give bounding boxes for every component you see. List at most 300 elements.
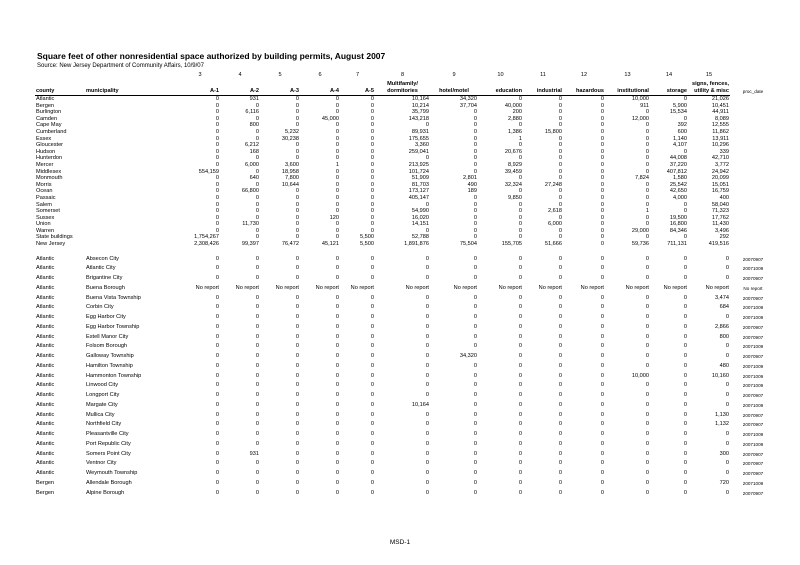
county-value: 259,041 — [408, 148, 429, 155]
county-value: 0 — [370, 109, 374, 116]
header-row — [35, 88, 776, 96]
municipality-value: 0 — [473, 392, 477, 399]
municipality-value: 0 — [558, 333, 562, 340]
empty-cell — [730, 202, 776, 209]
municipality-value: 0 — [645, 450, 649, 457]
empty-cell — [730, 162, 776, 169]
county-value: 0 — [645, 194, 649, 201]
county-value: 0 — [255, 201, 259, 208]
county-name: Salem — [36, 201, 52, 208]
county-value: 0 — [558, 227, 562, 234]
municipality-value: 0 — [518, 255, 522, 262]
municipality-value: 0 — [295, 265, 299, 272]
municipality-row — [35, 313, 776, 323]
municipality-value: 0 — [558, 343, 562, 350]
county-row — [35, 155, 776, 162]
municipality-name: Atlantic City — [86, 265, 116, 272]
county-name: Atlantic — [36, 401, 55, 408]
municipality-value: 0 — [335, 362, 339, 369]
municipality-value: 0 — [518, 479, 522, 486]
municipality-value: 0 — [600, 304, 604, 311]
empty-cell — [730, 175, 776, 182]
county-value: 0 — [295, 221, 299, 228]
empty-cell — [85, 122, 180, 129]
county-value: 931 — [249, 96, 259, 102]
municipality-name: Folsom Borough — [86, 343, 128, 350]
municipality-name: Galloway Township — [86, 353, 134, 360]
county-value: 0 — [370, 201, 374, 208]
municipality-name: Margate City — [86, 401, 118, 408]
county-value: 20,099 — [711, 175, 729, 182]
municipality-name: Somers Point City — [86, 450, 131, 457]
county-name: Atlantic — [36, 304, 55, 311]
county-value: 0 — [370, 214, 374, 221]
county-value: 6,116 — [245, 109, 259, 116]
municipality-value: 0 — [370, 440, 374, 447]
municipality-row — [35, 323, 776, 333]
county-value: 1,891,876 — [404, 241, 429, 248]
municipality-value: 0 — [370, 294, 374, 301]
county-name: Bergen — [36, 489, 55, 496]
county-value: 0 — [255, 181, 259, 188]
county-value: 2,801 — [463, 175, 477, 182]
county-value: 37,220 — [669, 161, 687, 168]
municipality-value: 0 — [425, 323, 429, 330]
municipality-value: 0 — [683, 489, 687, 496]
county-row — [35, 228, 776, 235]
county-value: 0 — [215, 181, 219, 188]
municipality-value: 0 — [558, 460, 562, 467]
municipality-value: 0 — [558, 304, 562, 311]
municipality-value: 0 — [295, 421, 299, 428]
county-value: 292 — [719, 234, 729, 241]
municipality-value: 0 — [425, 421, 429, 428]
county-value: 0 — [295, 227, 299, 234]
municipality-row — [35, 469, 776, 479]
municipality-value: 0 — [645, 460, 649, 467]
county-value: 71,323 — [711, 208, 729, 215]
municipality-value: 0 — [725, 343, 729, 350]
municipality-value: 0 — [518, 362, 522, 369]
empty-cell — [85, 215, 180, 222]
county-name: Atlantic — [36, 255, 55, 262]
municipality-value: 0 — [518, 343, 522, 350]
county-value: 0 — [215, 122, 219, 129]
municipality-value: 0 — [425, 265, 429, 272]
municipality-value: 0 — [518, 431, 522, 438]
county-name: Atlantic — [36, 343, 55, 350]
municipality-value: 0 — [295, 392, 299, 399]
county-value: 39,459 — [504, 168, 522, 175]
column-header: utility & misc — [688, 88, 730, 96]
county-value: 0 — [558, 109, 562, 116]
county-row — [35, 103, 776, 110]
county-value: 0 — [215, 102, 219, 109]
county-value: 0 — [645, 201, 649, 208]
municipality-value: 0 — [335, 382, 339, 389]
county-value: 0 — [370, 155, 374, 162]
county-value: 0 — [645, 181, 649, 188]
county-row — [35, 175, 776, 182]
municipality-value: 0 — [370, 392, 374, 399]
municipality-value: 0 — [683, 333, 687, 340]
empty-cell — [85, 208, 180, 215]
municipality-value: 0 — [600, 392, 604, 399]
municipality-value: 0 — [600, 333, 604, 340]
county-value: 0 — [335, 227, 339, 234]
municipality-value: 0 — [518, 333, 522, 340]
county-value: 213,925 — [408, 161, 429, 168]
municipality-value: 0 — [215, 460, 219, 467]
county-name: State buildings — [36, 234, 73, 241]
county-value: 44,911 — [712, 109, 729, 116]
county-value: 66,800 — [241, 188, 259, 195]
county-value: 2,618 — [548, 208, 562, 215]
municipality-value: 0 — [425, 353, 429, 360]
column-header: institutional — [605, 88, 650, 96]
municipality-value: 0 — [725, 353, 729, 360]
county-value: 600 — [677, 128, 687, 135]
county-value: 44,008 — [669, 155, 687, 162]
column-number: 15 — [705, 72, 713, 78]
county-name: Atlantic — [36, 450, 55, 457]
county-value: 0 — [295, 234, 299, 241]
municipality-value: 0 — [558, 255, 562, 262]
spacer-cell — [35, 248, 776, 255]
municipality-value: 0 — [558, 294, 562, 301]
municipality-value: 0 — [335, 479, 339, 486]
municipality-value: 1,130 — [715, 411, 729, 418]
municipality-value: 0 — [683, 382, 687, 389]
county-value: 0 — [473, 122, 477, 129]
municipality-value: No report — [663, 284, 687, 291]
county-value: 0 — [295, 188, 299, 195]
page-footer: MSD-1 — [389, 539, 411, 546]
municipality-value: 0 — [518, 411, 522, 418]
county-value: 0 — [215, 148, 219, 155]
county-value: 0 — [370, 181, 374, 188]
municipality-value: 0 — [425, 392, 429, 399]
municipality-value: 720 — [719, 479, 729, 486]
county-value: 76,472 — [281, 241, 299, 248]
county-value: 0 — [558, 142, 562, 149]
county-value: 0 — [600, 221, 604, 228]
proc-date: 20070907 — [742, 490, 764, 496]
municipality-value: 0 — [335, 323, 339, 330]
municipality-value: No report — [350, 284, 374, 291]
empty-cell — [730, 109, 776, 116]
empty-cell — [85, 221, 180, 228]
municipality-value: 0 — [255, 294, 259, 301]
municipality-value: 0 — [370, 372, 374, 379]
municipality-name: Buena Borough — [86, 284, 125, 291]
county-value: 17,762 — [711, 214, 729, 221]
municipality-value: 0 — [370, 479, 374, 486]
county-value: 0 — [683, 115, 687, 122]
county-value: 2,308,426 — [194, 241, 219, 248]
municipality-value: 0 — [600, 440, 604, 447]
municipality-value: 0 — [425, 460, 429, 467]
county-row — [35, 208, 776, 215]
empty-cell — [730, 234, 776, 241]
municipality-value: 0 — [255, 255, 259, 262]
municipality-value: 0 — [558, 470, 562, 477]
county-value: 0 — [215, 135, 219, 142]
county-value: 0 — [335, 142, 339, 149]
municipality-value: 0 — [370, 411, 374, 418]
county-value: 0 — [370, 188, 374, 195]
county-name: Middlesex — [36, 168, 62, 175]
header-multifamily-line1: Multifamily/ — [387, 81, 418, 88]
municipality-value: 0 — [600, 343, 604, 350]
municipality-value: 0 — [255, 440, 259, 447]
county-value: 59,736 — [631, 241, 649, 248]
municipality-value: 0 — [255, 392, 259, 399]
municipality-value: 0 — [255, 275, 259, 282]
empty-cell — [730, 103, 776, 110]
column-number: 4 — [238, 72, 242, 78]
municipality-value: 0 — [370, 362, 374, 369]
municipality-value: 0 — [645, 353, 649, 360]
county-value: 7,800 — [285, 175, 299, 182]
county-value: 7,824 — [635, 175, 649, 182]
county-value: 16,800 — [669, 221, 687, 228]
municipality-value: 0 — [725, 275, 729, 282]
municipality-value: 0 — [645, 411, 649, 418]
municipality-value: 480 — [719, 362, 729, 369]
county-value: 5,500 — [360, 234, 374, 241]
municipality-value: 0 — [473, 304, 477, 311]
empty-cell — [730, 215, 776, 222]
empty-cell — [85, 155, 180, 162]
county-value: 0 — [473, 234, 477, 241]
county-value: 554,159 — [198, 168, 219, 175]
county-row — [35, 116, 776, 123]
municipality-value: 0 — [425, 470, 429, 477]
column-number: 5 — [278, 72, 282, 78]
municipality-value: 0 — [645, 489, 649, 496]
county-name: Gloucester — [36, 142, 64, 149]
empty-cell — [730, 96, 776, 103]
municipality-value: 0 — [473, 294, 477, 301]
county-row — [35, 202, 776, 209]
county-name: Atlantic — [36, 470, 55, 477]
county-value: 175,655 — [408, 135, 429, 142]
municipality-value: 0 — [600, 489, 604, 496]
county-name: Atlantic — [36, 275, 55, 282]
municipality-value: 0 — [255, 382, 259, 389]
municipality-value: 0 — [518, 382, 522, 389]
municipality-value: 0 — [255, 479, 259, 486]
municipality-value: 0 — [683, 440, 687, 447]
county-value: 0 — [600, 214, 604, 221]
county-value: 143,218 — [408, 115, 429, 122]
municipality-value: 0 — [295, 343, 299, 350]
county-value: 16,759 — [711, 188, 729, 195]
county-value: 0 — [645, 188, 649, 195]
municipality-value: 0 — [473, 255, 477, 262]
municipality-value: 0 — [370, 470, 374, 477]
municipality-name: Egg Harbor Township — [86, 323, 140, 330]
county-value: 0 — [600, 115, 604, 122]
municipality-value: 0 — [645, 333, 649, 340]
municipality-value: 0 — [255, 304, 259, 311]
county-value: 4,000 — [673, 194, 687, 201]
column-number: 3 — [198, 72, 202, 78]
county-value: 0 — [370, 128, 374, 135]
county-name: Atlantic — [36, 362, 55, 369]
municipality-value: 0 — [683, 479, 687, 486]
column-number: 12 — [580, 72, 588, 78]
municipality-value: 0 — [725, 255, 729, 262]
county-value: 0 — [335, 155, 339, 162]
municipality-value: 0 — [645, 382, 649, 389]
county-value: 54,990 — [411, 208, 429, 215]
county-value: 11,430 — [712, 221, 729, 228]
municipality-value: 0 — [370, 431, 374, 438]
municipality-row — [35, 274, 776, 284]
county-value: 14,151 — [411, 221, 429, 228]
empty-cell — [85, 129, 180, 136]
county-value: 52,788 — [411, 234, 429, 241]
municipality-value: 0 — [600, 275, 604, 282]
municipality-value: 0 — [215, 382, 219, 389]
municipality-value: 0 — [683, 450, 687, 457]
county-value: 0 — [473, 161, 477, 168]
county-value: 0 — [518, 96, 522, 102]
municipality-value: 800 — [719, 333, 729, 340]
column-number-row — [35, 72, 776, 81]
county-name: Atlantic — [36, 284, 55, 291]
county-value: 0 — [425, 227, 429, 234]
proc-date: 20071009 — [742, 402, 764, 408]
proc-date: 20070907 — [742, 461, 764, 467]
municipality-value: 0 — [558, 314, 562, 321]
municipality-value: 0 — [683, 343, 687, 350]
municipality-value: 0 — [370, 460, 374, 467]
municipality-value: No report — [405, 284, 429, 291]
county-value: 1,754,267 — [194, 234, 219, 241]
county-name: Ocean — [36, 188, 53, 195]
municipality-value: 0 — [370, 333, 374, 340]
municipality-value: 0 — [425, 294, 429, 301]
county-value: 11,862 — [712, 128, 729, 135]
county-value: 0 — [295, 201, 299, 208]
municipality-value: 3,474 — [715, 294, 729, 301]
county-value: 0 — [558, 175, 562, 182]
proc-date: 20071009 — [742, 432, 764, 438]
municipality-row — [35, 391, 776, 401]
municipality-value: 0 — [683, 353, 687, 360]
municipality-value: 0 — [215, 470, 219, 477]
county-value: 0 — [295, 214, 299, 221]
municipality-value: 0 — [335, 411, 339, 418]
municipality-value: 10,000 — [631, 372, 649, 379]
municipality-value: No report — [235, 284, 259, 291]
municipality-value: 2,866 — [715, 323, 729, 330]
county-value: 84,346 — [669, 227, 687, 234]
county-value: 0 — [473, 227, 477, 234]
county-value: 0 — [645, 221, 649, 228]
county-value: 0 — [600, 135, 604, 142]
municipality-value: 0 — [645, 440, 649, 447]
municipality-value: 0 — [683, 294, 687, 301]
municipality-value: 0 — [215, 294, 219, 301]
municipality-value: 0 — [295, 255, 299, 262]
municipality-value: 0 — [683, 470, 687, 477]
municipality-value: 0 — [518, 294, 522, 301]
municipality-row — [35, 440, 776, 450]
municipality-value: 0 — [683, 314, 687, 321]
municipality-value: 0 — [295, 431, 299, 438]
empty-cell — [730, 155, 776, 162]
county-value: 0 — [558, 115, 562, 122]
county-value: 0 — [335, 221, 339, 228]
municipality-value: 0 — [600, 450, 604, 457]
proc-date: 20070907 — [742, 471, 764, 477]
municipality-value: 0 — [295, 362, 299, 369]
county-value: 0 — [600, 168, 604, 175]
county-value: 15,534 — [669, 109, 687, 116]
municipality-value: 0 — [335, 450, 339, 457]
municipality-value: 0 — [295, 314, 299, 321]
municipality-value: 0 — [645, 362, 649, 369]
county-value: 0 — [335, 181, 339, 188]
municipality-value: 0 — [335, 440, 339, 447]
county-value: 0 — [473, 148, 477, 155]
county-value: 37,704 — [459, 102, 477, 109]
county-name: Atlantic — [36, 421, 55, 428]
county-name: Atlantic — [36, 96, 55, 102]
county-name: Atlantic — [36, 314, 55, 321]
county-value: 30,238 — [281, 135, 299, 142]
proc-date: 20070907 — [742, 324, 764, 330]
county-value: 0 — [370, 115, 374, 122]
municipality-value: 0 — [600, 362, 604, 369]
county-value: 0 — [558, 194, 562, 201]
county-name: Sussex — [36, 214, 55, 221]
municipality-value: 0 — [370, 421, 374, 428]
municipality-value: 0 — [558, 440, 562, 447]
municipality-value: 0 — [215, 314, 219, 321]
county-name: Atlantic — [36, 372, 55, 379]
municipality-value: 0 — [645, 401, 649, 408]
county-value: 4,107 — [673, 142, 687, 149]
column-number: 10 — [497, 72, 504, 78]
section-spacer — [35, 248, 776, 255]
county-value: 19,500 — [669, 214, 687, 221]
municipality-value: 0 — [425, 479, 429, 486]
county-value: 0 — [645, 128, 649, 135]
municipality-value: 0 — [683, 392, 687, 399]
municipality-value: 0 — [725, 460, 729, 467]
county-value: 5,900 — [673, 102, 687, 109]
municipality-value: 0 — [600, 421, 604, 428]
county-value: 15,800 — [544, 128, 562, 135]
municipality-value: 0 — [370, 353, 374, 360]
county-value: 711,131 — [667, 241, 687, 248]
proc-date: 20071009 — [742, 383, 764, 389]
municipality-value: 0 — [518, 460, 522, 467]
county-value: 0 — [335, 135, 339, 142]
municipality-value: 0 — [215, 489, 219, 496]
municipality-value: 0 — [558, 362, 562, 369]
county-value: 0 — [600, 96, 604, 102]
county-value: 1,580 — [673, 175, 687, 182]
municipality-value: 0 — [295, 275, 299, 282]
county-value: 0 — [215, 227, 219, 234]
county-value: 640 — [249, 175, 259, 182]
